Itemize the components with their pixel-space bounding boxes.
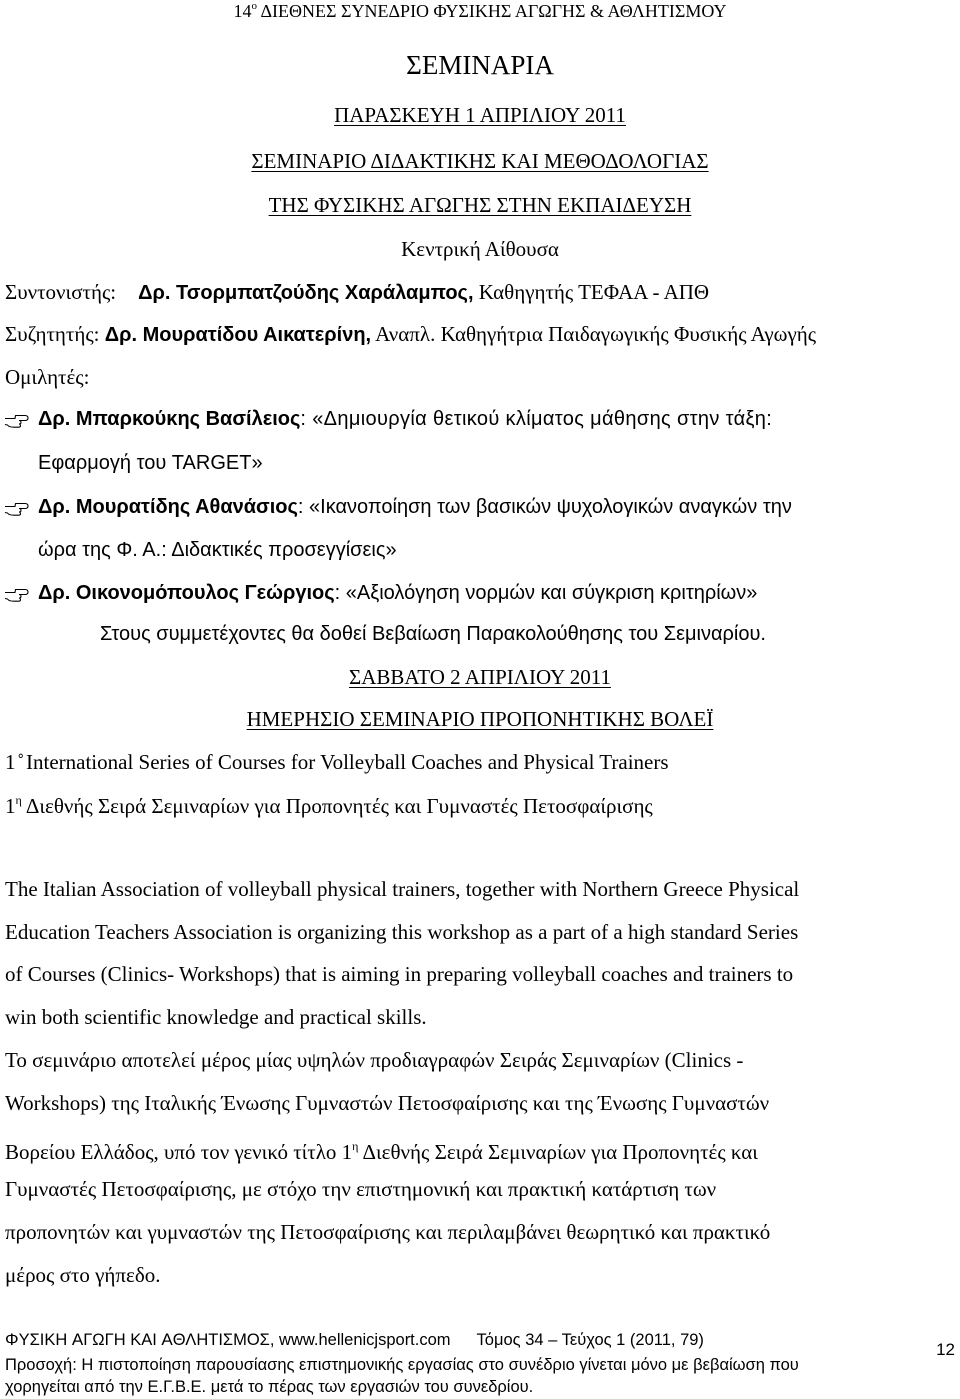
speaker-talk: : «Αξιολόγηση νορμών και σύγκριση κριτηρίων» (334, 582, 758, 604)
coordinator-line (5, 280, 709, 305)
running-header: $14^o$ ΔΙΕΘΝΕΣ ΣΥΝΕΔΡΙΟ ΦΥΣΙΚΗΣ ΑΓΩΓΗΣ & ΑΘΛΗΤΙΣΜΟΥ (233, 0, 727, 21)
paragraph-line: Education Teachers Association is organizing this workshop as a part of a high standard Series (5, 919, 799, 944)
saturday-date: ΣΑΒΒΑΤΟ 2 ΑΠΡΙΛΙΟΥ 2011 (349, 665, 611, 689)
paragraph-line: Βορείου Ελλάδος, υπό τον γενικό τίτλο $1^\eta$ Διεθνής Σειρά Σεμιναρίων για Προπονητές και (5, 1139, 758, 1164)
paragraph-line: Το σεμινάριο αποτελεί μέρος μίας υψηλών προδιαγραφών Σειράς Σεμιναρίων (Clinics - (5, 1048, 744, 1072)
friday-seminar-title-line2: ΤΗΣ ΦΥΣΙΚΗΣ ΑΓΩΓΗΣ ΣΤΗΝ ΕΚΠΑΙΔΕΥΣΗ (268, 193, 692, 217)
coordinator-label: Συντονιστής: (5, 280, 117, 304)
journal-citation: ΦΥΣΙΚΗ ΑΓΩΓΗ ΚΑΙ ΑΘΛΗΤΙΣΜΟΣ, www.hellenicjsport.com Τόμος 34 – Τεύχος 1 (2011, 79) (5, 1330, 704, 1349)
paragraph-line: Workshops) της Ιταλικής Ένωσης Γυμναστών Πετοσφαίρισης και της Ένωσης Γυμναστών (5, 1091, 770, 1115)
speakers-label: Ομιλητές: (5, 365, 90, 389)
certification-notice: Προσοχή: Η πιστοποίηση παρουσίασης επιστημονικής εργασίας στο συνέδριο γίνεται μόνο με βεβαίωση που (5, 1356, 799, 1374)
friday-seminar-title-line1: ΣΕΜΙΝΑΡΙΟ ΔΙΔΑΚΤΙΚΗΣ ΚΑΙ ΜΕΘΟΔΟΛΟΓΙΑΣ (251, 149, 709, 173)
paragraph-english (5, 868, 955, 1038)
paragraph-line: μέρος στο γήπεδο. (5, 1263, 161, 1287)
discussant-label: Συζητητής: (5, 322, 105, 346)
paragraph-greek (5, 1039, 955, 1297)
paragraph-line: The Italian Association of volleyball physical trainers, together with Northern Greece Physical (5, 877, 800, 901)
speaker-name: Δρ. Οικονομόπουλος Γεώργιος (38, 582, 335, 604)
discussant-line (5, 322, 816, 347)
discussant-name: Δρ. Μουρατίδου Αικατερίνη, (104, 324, 372, 346)
section-title: ΣΕΜΙΝΑΡΙΑ (406, 50, 554, 80)
speaker-item (38, 496, 792, 519)
speaker-name: Δρ. Μπαρκούκης Βασίλειος (38, 408, 301, 430)
pointing-hand-icon (3, 500, 29, 518)
speaker-talk: : «Δημιουργία θετικού κλίματος μάθησης στην τάξη: (300, 408, 773, 430)
certificate-note: Στους συμμετέχοντες θα δοθεί Βεβαίωση Παρακολούθησης του Σεμιναρίου. (100, 623, 766, 645)
series-title-gr: $1^\eta$ Διεθνής Σειρά Σεμιναρίων για Προπονητές και Γυμναστές Πετοσφαίρισης (5, 793, 653, 818)
coordinator-role: Καθηγητής ΤΕΦΑΑ - ΑΠΘ (473, 280, 710, 304)
speaker-talk: : «Ικανοποίηση των βασικών ψυχολογικών αναγκών την (297, 496, 792, 518)
paragraph-line: Γυμναστές Πετοσφαίρισης, με στόχο την επιστημονική και πρακτική κατάρτιση των (5, 1177, 717, 1201)
paragraph-line: win both scientific knowledge and practical skills. (5, 1004, 427, 1029)
saturday-seminar-title: ΗΜΕΡΗΣΙΟ ΣΕΜΙΝΑΡΙΟ ΠΡΟΠΟΝΗΤΙΚΗΣ ΒΟΛΕΪ (246, 707, 714, 731)
speaker-name: Δρ. Μουρατίδης Αθανάσιος (38, 496, 298, 518)
speaker-talk-continued: ώρα της Φ. Α.: Διδακτικές προσεγγίσεις» (38, 539, 397, 561)
page-number: 12 (936, 1340, 955, 1359)
pointing-hand-icon (3, 412, 29, 430)
speaker-item (38, 582, 757, 605)
paragraph-line: of Courses (Clinics- Workshops) that is aiming in preparing volleyball coaches and trainers to (5, 962, 794, 986)
series-title-en: 1 ̊ International Series of Courses for Volleyball Coaches and Physical Trainers (5, 750, 669, 774)
journal-volume: Τόμος 34 – Τεύχος 1 (2011, 79) (476, 1331, 704, 1349)
speaker-talk-continued: Εφαρμογή του TARGET» (38, 452, 263, 474)
friday-venue: Κεντρική Αίθουσα (401, 237, 559, 261)
paragraph-line: προπονητών και γυμναστών της Πετοσφαίρισης και περιλαμβάνει θεωρητικό και πρακτικό (5, 1220, 771, 1244)
friday-date: ΠΑΡΑΣΚΕΥΗ 1 ΑΠΡΙΛΙΟΥ 2011 (334, 103, 626, 127)
coordinator-name: Δρ. Τσορμπατζούδης Χαράλαμπος, (138, 282, 474, 304)
certification-notice-continued: χορηγείται από την Ε.Γ.Β.Ε. μετά το πέρας των εργασιών του συνεδρίου. (5, 1378, 534, 1396)
discussant-role: Αναπλ. Καθηγήτρια Παιδαγωγικής Φυσικής Αγωγής (371, 322, 817, 346)
pointing-hand-icon (3, 586, 29, 604)
speaker-item (38, 408, 772, 431)
